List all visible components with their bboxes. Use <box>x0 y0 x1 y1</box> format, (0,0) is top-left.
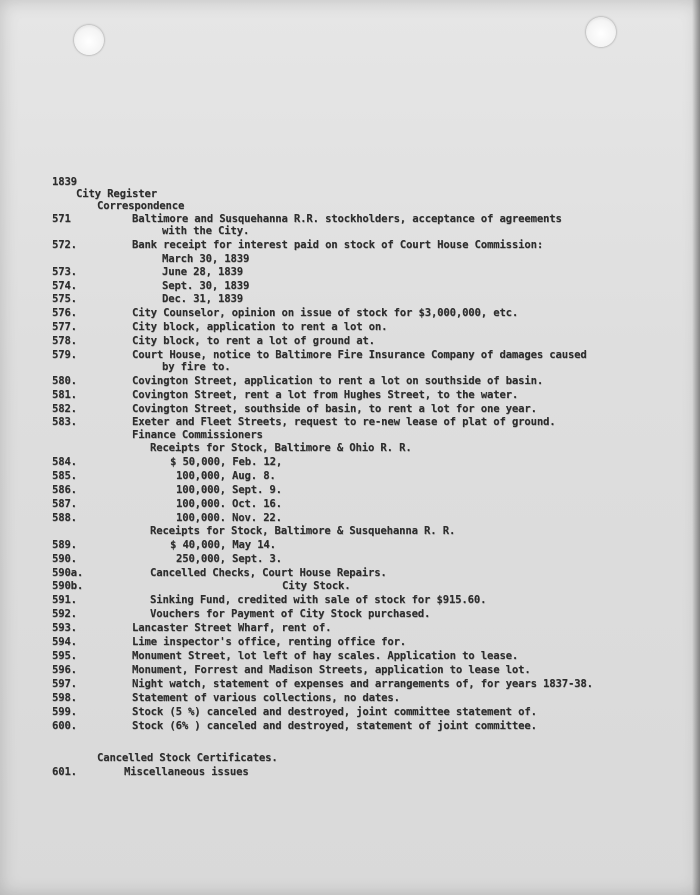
receipts-heading: Receipts for Stock, Baltimore & Ohio R. R. <box>150 442 412 454</box>
entry-number: 592. <box>52 608 77 620</box>
punch-hole-right <box>586 17 616 47</box>
entry-number: 596. <box>52 664 77 676</box>
entry-text: Monument, Forrest and Madison Streets, application to lease lot. <box>132 664 531 676</box>
entry-number: 593. <box>52 622 77 634</box>
entry-number: 590a. <box>52 567 84 579</box>
entry-text: Lime inspector's office, renting office for. <box>132 636 407 648</box>
subsection-heading: Correspondence <box>97 200 185 212</box>
entry-text: Cancelled Checks, Court House Repairs. <box>150 567 387 579</box>
entry-number: 588. <box>52 512 77 524</box>
entry-text: City Counselor, opinion on issue of stock for $3,000,000, etc. <box>132 307 519 319</box>
entry-text: Night watch, statement of expenses and arrangements of, for years 1837-38. <box>132 678 593 690</box>
entry-text: 100,000, Aug. 8. <box>176 470 276 482</box>
entry-text: $ 40,000, May 14. <box>170 539 276 551</box>
entry-text: City Stock. <box>282 580 351 592</box>
entry-number: 581. <box>52 389 77 401</box>
entry-text: $ 50,000, Feb. 12, <box>170 456 283 468</box>
punch-hole-left <box>74 25 104 55</box>
entry-number: 590b. <box>52 580 84 592</box>
entry-number: 599. <box>52 706 77 718</box>
section-heading: City Register <box>76 188 157 200</box>
entry-text: Lancaster Street Wharf, rent of. <box>132 622 332 634</box>
entry-number: 590. <box>52 553 77 565</box>
entry-number: 584. <box>52 456 77 468</box>
entry-number: 595. <box>52 650 77 662</box>
entry-text: Stock (5 %) canceled and destroyed, joint committee statement of. <box>132 706 537 718</box>
entry-text: with the City. <box>162 225 250 237</box>
entry-number: 579. <box>52 349 77 361</box>
entry-text: Dec. 31, 1839 <box>162 293 243 305</box>
entry-number: 583. <box>52 416 77 428</box>
entry-text: City block, application to rent a lot on. <box>132 321 388 333</box>
receipts-heading: Receipts for Stock, Baltimore & Susquehanna R. R. <box>150 525 456 537</box>
entry-number: 600. <box>52 720 77 732</box>
entry-text: 100,000, Sept. 9. <box>176 484 282 496</box>
entry-number: 594. <box>52 636 77 648</box>
entry-text: 100,000. Oct. 16. <box>176 498 282 510</box>
entry-number: 574. <box>52 280 77 292</box>
entry-text: Baltimore and Susquehanna R.R. stockholders, acceptance of agreements <box>132 213 562 225</box>
entry-text: 250,000, Sept. 3. <box>176 553 282 565</box>
finance-heading: Finance Commissioners <box>132 429 263 441</box>
entry-text: Covington Street, southside of basin, to rent a lot for one year. <box>132 403 537 415</box>
entry-number: 598. <box>52 692 77 704</box>
entry-number: 577. <box>52 321 77 333</box>
entry-number: 578. <box>52 335 77 347</box>
entry-text: Miscellaneous issues <box>124 766 249 778</box>
entry-text: Covington Street, application to rent a lot on southside of basin. <box>132 375 544 387</box>
entry-number: 575. <box>52 293 77 305</box>
certificates-heading: Cancelled Stock Certificates. <box>97 752 278 764</box>
entry-number: 585. <box>52 470 77 482</box>
entry-number: 582. <box>52 403 77 415</box>
entry-text: June 28, 1839 <box>162 266 243 278</box>
entry-text: Exeter and Fleet Streets, request to re-new lease of plat of ground. <box>132 416 556 428</box>
entry-number: 591. <box>52 594 77 606</box>
entry-text: Covington Street, rent a lot from Hughes Street, to the water. <box>132 389 519 401</box>
entry-number: 576. <box>52 307 77 319</box>
entry-number: 580. <box>52 375 77 387</box>
entry-number: 587. <box>52 498 77 510</box>
entry-text: March 30, 1839 <box>162 253 250 265</box>
entry-number: 571 <box>52 213 71 225</box>
entry-number: 573. <box>52 266 77 278</box>
entry-text: Sinking Fund, credited with sale of stock for $915.60. <box>150 594 487 606</box>
entry-number: 597. <box>52 678 77 690</box>
entry-text: Bank receipt for interest paid on stock of Court House Commission: <box>132 239 544 251</box>
entry-text: Court House, notice to Baltimore Fire Insurance Company of damages caused <box>132 349 587 361</box>
entry-text: City block, to rent a lot of ground at. <box>132 335 375 347</box>
entry-text: 100,000. Nov. 22. <box>176 512 282 524</box>
entry-number: 572. <box>52 239 77 251</box>
entry-text: by fire to. <box>162 361 231 373</box>
entry-number: 589. <box>52 539 77 551</box>
entry-number: 601. <box>52 766 77 778</box>
entry-text: Sept. 30, 1839 <box>162 280 250 292</box>
entry-text: Statement of various collections, no dates. <box>132 692 400 704</box>
entry-number: 586. <box>52 484 77 496</box>
year-heading: 1839 <box>52 176 77 188</box>
entry-text: Vouchers for Payment of City Stock purchased. <box>150 608 431 620</box>
entry-text: Stock (6% ) canceled and destroyed, statement of joint committee. <box>132 720 537 732</box>
entry-text: Monument Street, lot left of hay scales. Application to lease. <box>132 650 519 662</box>
